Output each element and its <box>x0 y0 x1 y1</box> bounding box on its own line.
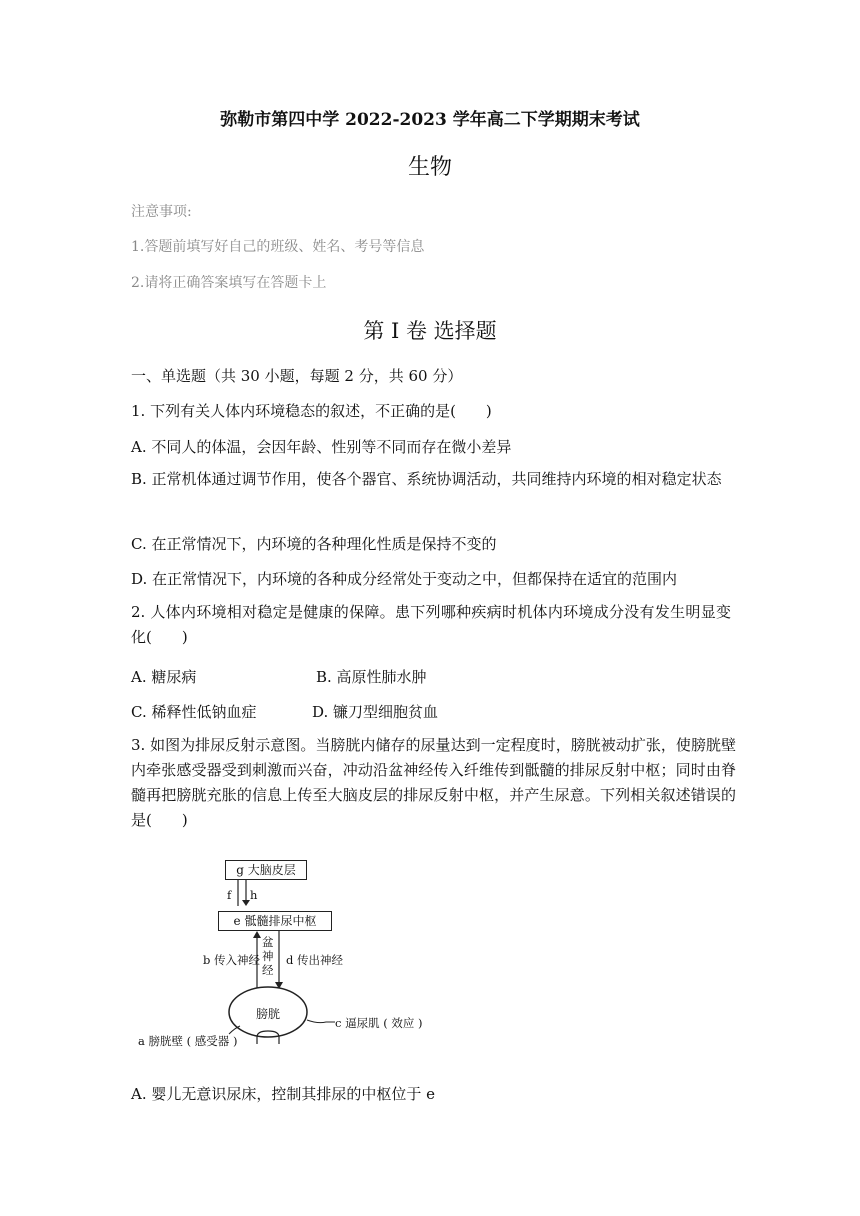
option-a: A. 糖尿病 <box>131 668 197 686</box>
option-c: C. 在正常情况下，内环境的各种理化性质是保持不变的 <box>131 535 497 553</box>
section-title: 第 Ⅰ 卷 选择题 <box>363 319 497 343</box>
option-d: D. 镰刀型细胞贫血 <box>312 703 439 721</box>
part-heading: 一、单选题（共 30 小题，每题 2 分，共 60 分） <box>131 367 463 385</box>
notice-item: 2.请将正确答案填写在答题卡上 <box>131 275 327 291</box>
sacral-center-box: e 骶髓排尿中枢 <box>218 911 332 931</box>
label-d: d 传出神经 <box>286 953 344 967</box>
arrowhead-h <box>242 900 250 906</box>
label-f: f <box>227 888 232 902</box>
option-b: B. 正常机体通过调节作用，使各个器官、系统协调活动，共同维持内环境的相对稳定状态 <box>131 470 722 488</box>
question-stem: 2. 人体内环境相对稳定是健康的保障。患下列哪种疾病时机体内环境成分没有发生明显变化( ) <box>131 603 731 646</box>
question-stem: 3. 如图为排尿反射示意图。当膀胱内储存的尿量达到一定程度时，膀胱被动扩张，使膀胱壁内牵张感受器受到刺激而兴奋，冲动沿盆神经传入纤维传到骶髓的排尿反射中枢；同时由脊髓再把膀胱充胀的信息上传至大脑皮层的排尿反射中枢，并产生尿意。下列相关叙述错误的是( ) <box>131 736 736 829</box>
exam-title: 弥勒市第四中学 2022-2023 学年高二下学期期末考试 <box>220 110 640 130</box>
notice-item: 1.答题前填写好自己的班级、姓名、考号等信息 <box>131 239 425 255</box>
urination-reflex-diagram <box>130 848 440 1048</box>
label-c: c 逼尿肌 ( 效应 ) <box>335 1016 423 1030</box>
option-d: D. 在正常情况下，内环境的各种成分经常处于变动之中，但都保持在适宜的范围内 <box>131 570 678 588</box>
bladder-label: 膀胱 <box>256 1007 281 1021</box>
arrowhead-b <box>253 931 261 938</box>
label-pelvic-nerve: 经 <box>262 963 274 977</box>
option-c: C. 稀释性低钠血症 <box>131 703 257 721</box>
question-stem: 1. 下列有关人体内环境稳态的叙述，不正确的是( ) <box>131 402 492 420</box>
option-b: B. 高原性肺水肿 <box>316 668 427 686</box>
label-h: h <box>250 888 258 902</box>
subject-title: 生物 <box>407 155 452 180</box>
label-pelvic-nerve: 盆 <box>262 935 274 949</box>
cortex-box: g 大脑皮层 <box>225 860 307 880</box>
option-a: A. 婴儿无意识尿床，控制其排尿的中枢位于 e <box>131 1085 436 1103</box>
label-pelvic-nerve: 神 <box>262 949 274 963</box>
option-a: A. 不同人的体温，会因年龄、性别等不同而存在微小差异 <box>131 438 512 456</box>
label-a: a 膀胱壁 ( 感受器 ) <box>138 1034 238 1048</box>
notice-heading: 注意事项: <box>131 204 192 220</box>
label-b: b 传入神经 <box>203 953 261 967</box>
pointer-c <box>307 1020 335 1023</box>
